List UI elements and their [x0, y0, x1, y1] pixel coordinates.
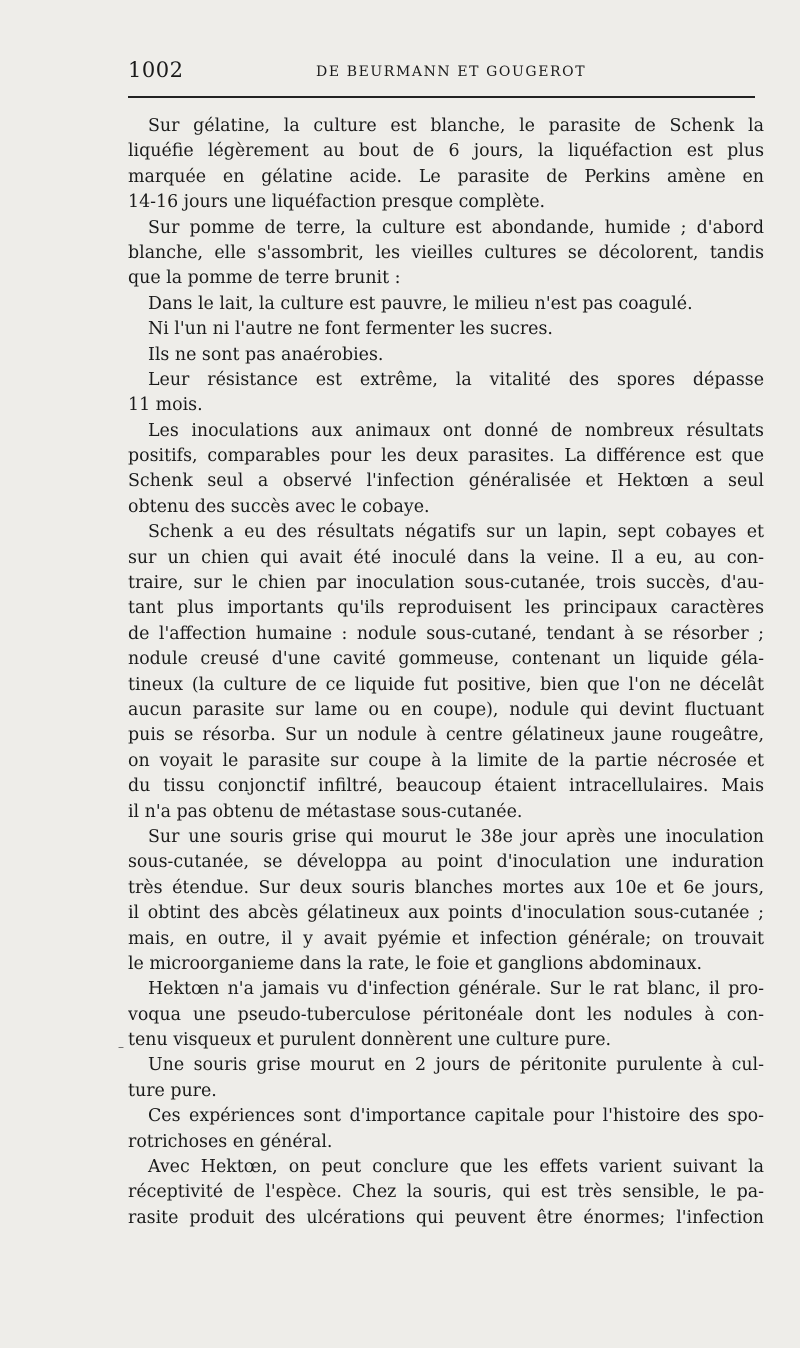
body-text [128, 114, 764, 1231]
text-line: il obtint des abcès gélatineux aux points d'inoculation sous-cutanée ; [128, 903, 764, 924]
text-line: obtenu des succès avec le cobaye. [128, 496, 430, 517]
text-line: sur un chien qui avait été inoculé dans la veine. Il a eu, au con- [128, 547, 764, 568]
running-head: DE BEURMANN ET GOUGEROT [316, 64, 587, 80]
text-line: 14-16 jours une liquéfaction presque complète. [128, 192, 546, 213]
text-line: Hektœn n'a jamais vu d'infection générale. Sur le rat blanc, il pro- [148, 979, 764, 1000]
text-line: tenu visqueux et purulent donnèrent une culture pure. [128, 1030, 612, 1051]
text-line: voqua une pseudo-tuberculose péritonéale dont les nodules à con- [128, 1004, 764, 1025]
text-line: on voyait le parasite sur coupe à la limite de la partie nécrosée et [128, 750, 764, 771]
text-line: de l'affection humaine : nodule sous-cutané, tendant à se résorber ; [128, 623, 764, 644]
page-number: 1002 [128, 58, 184, 82]
text-line: rasite produit des ulcérations qui peuvent être énormes; l'infection [128, 1207, 764, 1228]
text-line: Une souris grise mourut en 2 jours de péritonite purulente à cul- [148, 1055, 764, 1076]
text-line: traire, sur le chien par inoculation sous-cutanée, trois succès, d'au- [128, 573, 764, 594]
text-line: puis se résorba. Sur un nodule à centre gélatineux jaune rougeâtre, [128, 725, 764, 746]
text-line: blanche, elle s'assombrit, les vieilles cultures se décolorent, tandis [128, 242, 764, 263]
text-line: tineux (la culture de ce liquide fut positive, bien que l'on ne décelât [128, 674, 764, 695]
text-line: Sur pomme de terre, la culture est abondande, humide ; d'abord [148, 217, 764, 238]
text-line: positifs, comparables pour les deux parasites. La différence est que [128, 446, 764, 467]
text-line: tant plus importants qu'ils reproduisent les principaux caractères [128, 598, 764, 619]
text-line: Ni l'un ni l'autre ne font fermenter les sucres. [148, 319, 553, 340]
text-line: Les inoculations aux animaux ont donné de nombreux résultats [148, 420, 764, 441]
text-line: rotrichoses en général. [128, 1131, 333, 1152]
text-line: il n'a pas obtenu de métastase sous-cutanée. [128, 801, 523, 822]
text-line: mais, en outre, il y avait pyémie et infection générale; on trouvait [128, 928, 764, 949]
text-line: liquéfie légèrement au bout de 6 jours, la liquéfaction est plus [128, 141, 764, 162]
text-line: le microorganieme dans la rate, le foie et ganglions abdominaux. [128, 953, 703, 974]
text-line: Avec Hektœn, on peut conclure que les effets varient suivant la [148, 1157, 764, 1178]
text-line: du tissu conjonctif infiltré, beaucoup étaient intracellulaires. Mais [128, 776, 764, 797]
text-line: Schenk a eu des résultats négatifs sur un lapin, sept cobayes et [148, 522, 764, 543]
margin-mark: – [118, 1040, 124, 1054]
text-line: Sur une souris grise qui mourut le 38e jour après une inoculation [148, 826, 764, 847]
text-line: Ces expériences sont d'importance capitale pour l'histoire des spo- [148, 1106, 764, 1127]
text-line: nodule creusé d'une cavité gommeuse, contenant un liquide géla- [128, 649, 764, 670]
text-line: sous-cutanée, se développa au point d'inoculation une induration [128, 852, 764, 873]
text-line: Dans le lait, la culture est pauvre, le milieu n'est pas coagulé. [148, 293, 693, 314]
text-line: réceptivité de l'espèce. Chez la souris, qui est très sensible, le pa- [128, 1182, 764, 1203]
text-line: que la pomme de terre brunit : [128, 268, 401, 289]
text-line: Ils ne sont pas anaérobies. [148, 344, 384, 365]
text-line: marquée en gélatine acide. Le parasite de Perkins amène en [128, 166, 764, 187]
text-line: très étendue. Sur deux souris blanches mortes aux 10e et 6e jours, [128, 877, 764, 898]
page-header [128, 58, 764, 86]
text-line: 11 mois. [128, 395, 203, 416]
text-line: Schenk seul a observé l'infection généralisée et Hektœn a seul [128, 471, 764, 492]
text-line: ture pure. [128, 1080, 217, 1101]
text-line: aucun parasite sur lame ou en coupe), nodule qui devint fluctuant [128, 699, 764, 720]
text-line: Leur résistance est extrême, la vitalité des spores dépasse [148, 369, 764, 390]
text-line: Sur gélatine, la culture est blanche, le parasite de Schenk la [148, 116, 764, 136]
header-rule [128, 96, 755, 98]
